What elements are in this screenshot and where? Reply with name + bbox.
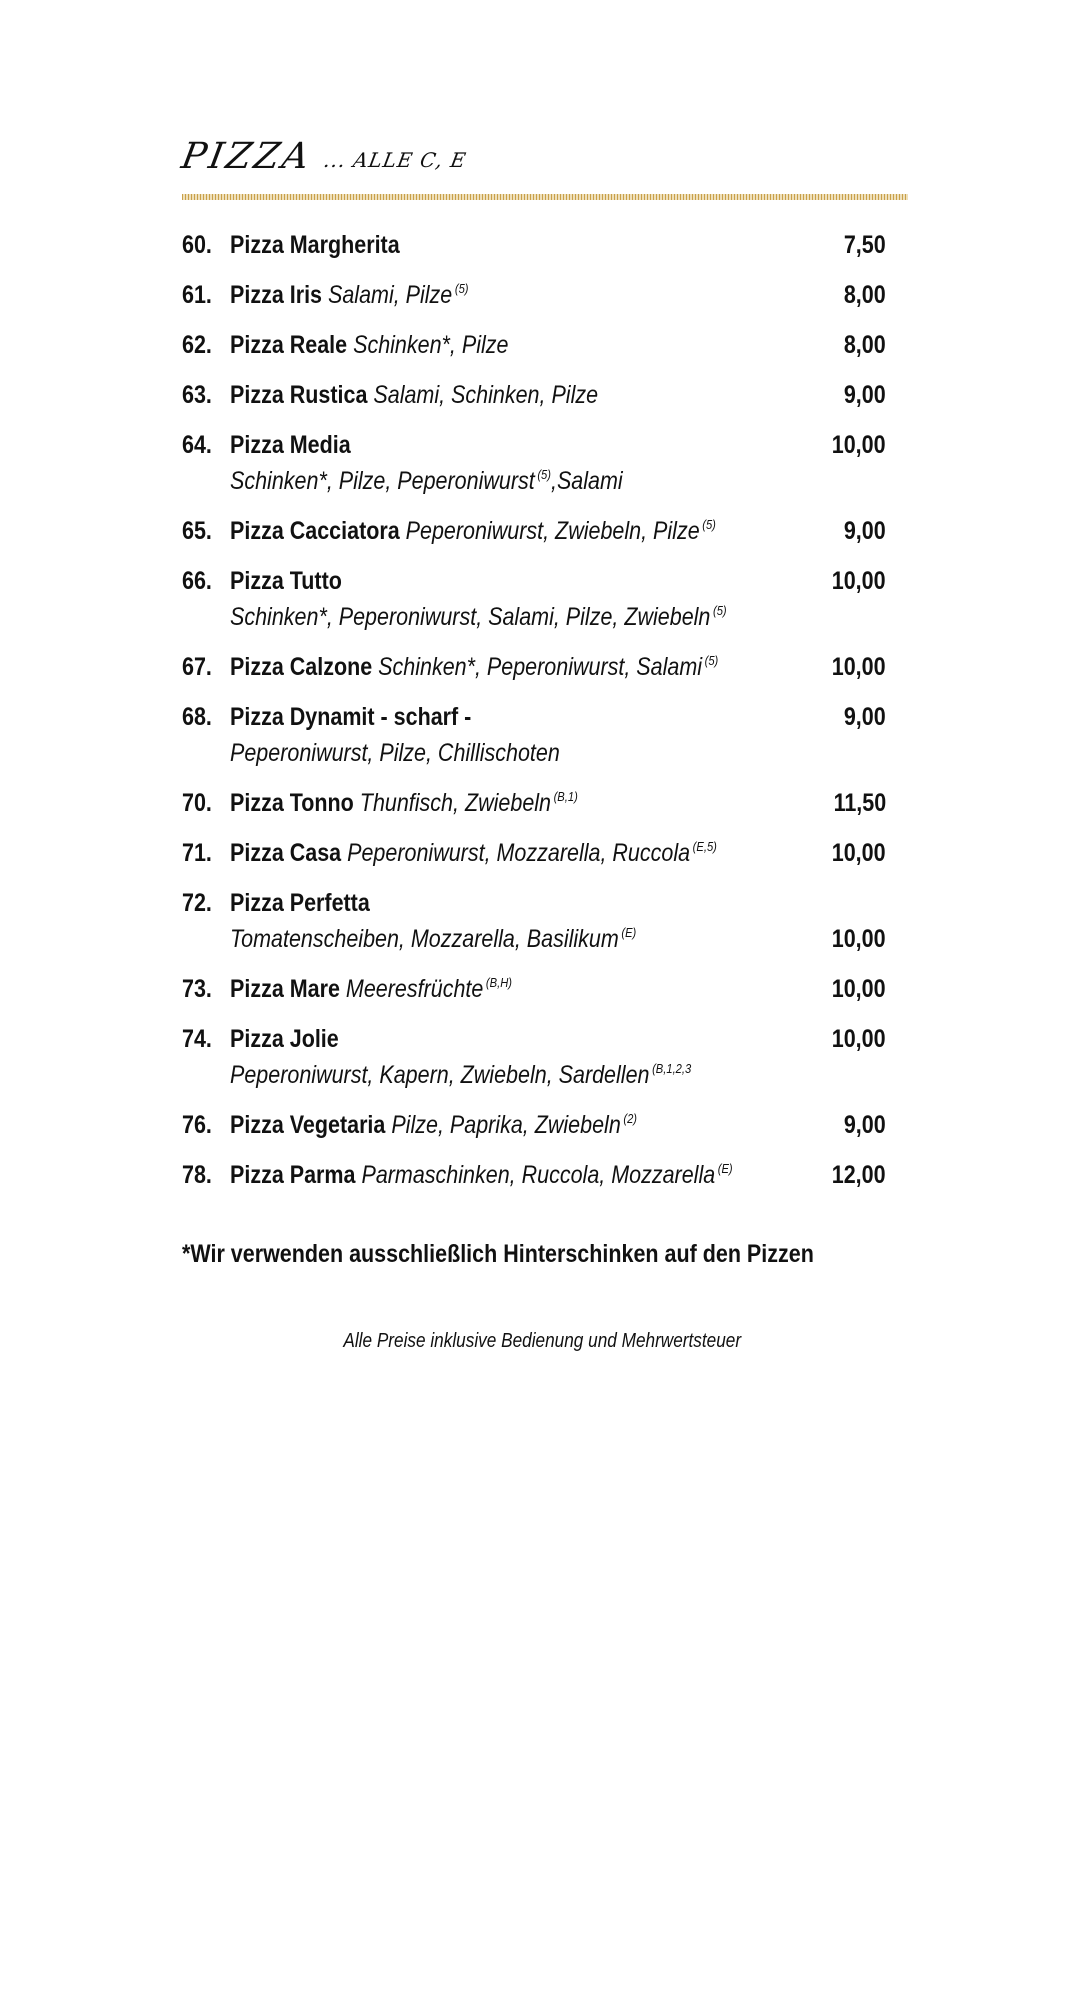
item-price: 10,00 (832, 975, 886, 1003)
item-name: Pizza Iris (230, 281, 323, 309)
item-ingredients-extra: ,Salami (550, 467, 623, 495)
item-price: 10,00 (832, 431, 886, 459)
item-title-line (230, 703, 471, 732)
item-ingredients: Pilze, Paprika, Zwiebeln (391, 1111, 621, 1139)
pizza-list (182, 228, 886, 1208)
item-number: 71. (182, 839, 212, 867)
item-ingredients: Salami, Schinken, Pilze (373, 381, 599, 409)
item-allergens: (5) (704, 653, 719, 668)
item-price: 10,00 (832, 1025, 886, 1053)
item-title-line (230, 975, 512, 1004)
item-allergens: (5) (454, 281, 469, 296)
item-price: 10,00 (832, 567, 886, 595)
item-number: 60. (182, 231, 212, 259)
item-ingredients: Meeresfrüchte (345, 975, 484, 1003)
item-ingredients: Tomatenscheiben, Mozzarella, Basilikum (230, 925, 619, 953)
item-name: Pizza Margherita (230, 231, 400, 259)
item-title-line (230, 331, 508, 360)
item-allergens: (E) (717, 1161, 733, 1176)
item-number: 62. (182, 331, 212, 359)
item-ingredients: Schinken*, Pilze (353, 331, 509, 359)
item-ingredients: Salami, Pilze (327, 281, 453, 309)
section-subtitle: ... ALLE C, E (321, 148, 469, 172)
item-price: 8,00 (844, 281, 886, 309)
item-name: Pizza Cacciatora (230, 517, 400, 545)
item-number: 78. (182, 1161, 212, 1189)
item-allergens: (E,5) (692, 839, 717, 854)
item-allergens: (B,1,2,3 (652, 1061, 692, 1076)
price-footer (0, 1330, 1084, 1353)
menu-item (182, 650, 886, 700)
menu-item (182, 514, 886, 564)
item-ingredients-line (230, 925, 636, 954)
item-name: Pizza Rustica (230, 381, 368, 409)
item-name: Pizza Dynamit - scharf - (230, 703, 472, 731)
item-price: 11,50 (833, 789, 886, 817)
menu-item (182, 886, 886, 972)
item-name: Pizza Calzone (230, 653, 373, 681)
item-name: Pizza Tutto (230, 567, 342, 595)
item-allergens: (B,H) (485, 975, 513, 990)
item-allergens: (5) (702, 517, 716, 532)
item-ingredients: Schinken*, Peperoniwurst, Salami (378, 653, 703, 681)
item-number: 70. (182, 789, 212, 817)
menu-item (182, 1022, 886, 1108)
item-number: 68. (182, 703, 212, 731)
item-name: Pizza Casa (230, 839, 342, 867)
menu-item (182, 1158, 886, 1208)
item-ingredients-line (230, 739, 560, 768)
item-price: 7,50 (844, 231, 886, 259)
item-ingredients: Peperoniwurst, Zwiebeln, Pilze (405, 517, 700, 545)
item-number: 72. (182, 889, 212, 917)
item-number: 66. (182, 567, 212, 595)
item-price: 10,00 (832, 925, 886, 953)
item-ingredients: Peperoniwurst, Kapern, Zwiebeln, Sardellen (230, 1061, 650, 1089)
menu-item (182, 328, 886, 378)
section-title: PIZZA (178, 136, 316, 177)
item-allergens: (5) (712, 603, 727, 618)
item-ingredients-line (230, 467, 623, 496)
menu-item (182, 700, 886, 786)
gold-divider (182, 194, 908, 200)
item-title-line (230, 1161, 733, 1190)
menu-item (182, 836, 886, 886)
item-name: Pizza Parma (230, 1161, 356, 1189)
menu-item (182, 786, 886, 836)
menu-item (182, 1108, 886, 1158)
item-name: Pizza Media (230, 431, 351, 459)
item-ingredients: Parmaschinken, Ruccola, Mozzarella (361, 1161, 716, 1189)
item-ingredients-line (230, 603, 727, 632)
item-allergens: (2) (623, 1111, 638, 1126)
item-ingredients: Peperoniwurst, Pilze, Chillischoten (230, 739, 560, 767)
item-name: Pizza Reale (230, 331, 348, 359)
item-title-line (230, 1025, 339, 1054)
item-allergens: (B,1) (553, 789, 578, 804)
item-number: 73. (182, 975, 212, 1003)
footer-text: Alle Preise inklusive Bedienung und Mehrwertsteuer (343, 1330, 741, 1352)
item-allergens: (E) (621, 925, 637, 940)
item-ingredients: Schinken*, Peperoniwurst, Salami, Pilze, Zwiebeln (230, 603, 711, 631)
item-price: 9,00 (844, 517, 886, 545)
item-number: 67. (182, 653, 212, 681)
ham-note: *Wir verwenden ausschließlich Hinterschinken auf den Pizzen (182, 1240, 814, 1268)
item-title-line (230, 231, 400, 260)
item-price: 9,00 (844, 703, 886, 731)
item-number: 74. (182, 1025, 212, 1053)
item-ingredients: Schinken*, Pilze, Peperoniwurst (230, 467, 535, 495)
menu-item (182, 564, 886, 650)
section-header (178, 136, 902, 184)
item-name: Pizza Perfetta (230, 889, 370, 917)
item-name: Pizza Tonno (230, 789, 354, 817)
item-ingredients: Thunfisch, Zwiebeln (359, 789, 552, 817)
item-name: Pizza Jolie (230, 1025, 339, 1053)
item-title-line (230, 517, 716, 546)
item-ingredients-line (230, 1061, 691, 1090)
item-name: Pizza Vegetaria (230, 1111, 386, 1139)
item-name: Pizza Mare (230, 975, 340, 1003)
item-allergens: (5) (537, 467, 551, 482)
menu-item (182, 228, 886, 278)
item-title-line (230, 839, 717, 868)
item-title-line (230, 567, 342, 596)
item-ingredients: Peperoniwurst, Mozzarella, Ruccola (347, 839, 691, 867)
item-number: 76. (182, 1111, 212, 1139)
menu-item (182, 428, 886, 514)
item-price: 9,00 (844, 1111, 886, 1139)
item-title-line (230, 281, 469, 310)
menu-item (182, 378, 886, 428)
item-title-line (230, 1111, 637, 1140)
item-price: 10,00 (832, 839, 886, 867)
item-number: 64. (182, 431, 212, 459)
item-title-line (230, 431, 351, 460)
menu-item (182, 278, 886, 328)
item-number: 63. (182, 381, 212, 409)
menu-item (182, 972, 886, 1022)
item-number: 65. (182, 517, 212, 545)
item-title-line (230, 789, 578, 818)
item-title-line (230, 889, 370, 918)
item-price: 12,00 (832, 1161, 886, 1189)
item-price: 9,00 (844, 381, 886, 409)
item-number: 61. (182, 281, 212, 309)
item-title-line (230, 653, 718, 682)
item-price: 8,00 (844, 331, 886, 359)
item-price: 10,00 (832, 653, 886, 681)
item-title-line (230, 381, 598, 410)
